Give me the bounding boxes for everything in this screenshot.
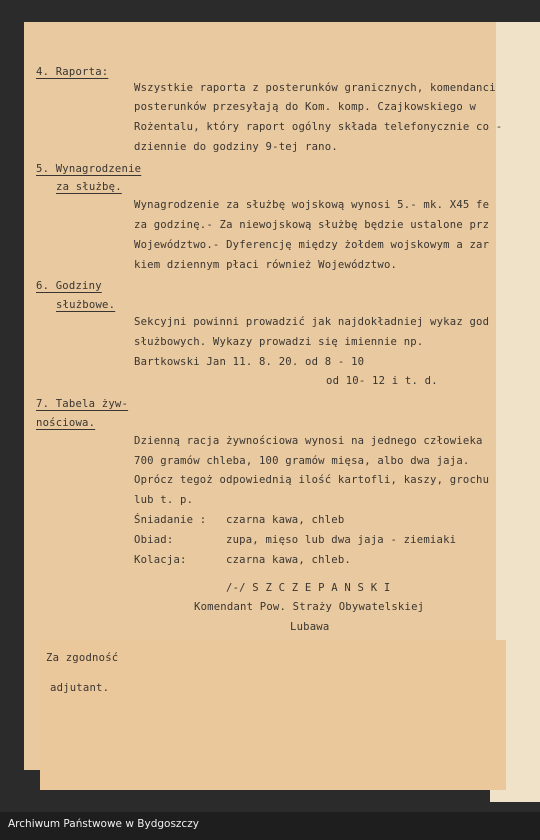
- meal-value: czarna kawa, chleb: [226, 514, 345, 526]
- section-4-line: Wszystkie raporta z posterunków granicznych, komendanci: [134, 82, 496, 94]
- meal-value: czarna kawa, chleb.: [226, 554, 351, 566]
- section-5-line: Województwo.- Dyferencję między żołdem wojskowym a zar: [134, 239, 490, 251]
- meal-label: Kolacja:: [134, 554, 187, 566]
- section-7-line: 700 gramów chleba, 100 gramów mięsa, albo dwa jaja.: [134, 455, 470, 467]
- meal-label: Śniadanie :: [134, 514, 207, 526]
- section-5-line: za godzinę.- Za niewojskową służbę będzie ustalone prz: [134, 219, 490, 231]
- section-7-heading: 7. Tabela żyw-: [36, 398, 129, 410]
- section-7-line: Oprócz tegoż odpowiednią ilość kartofli, kaszy, grochu: [134, 474, 490, 486]
- archive-name: Archiwum Państwowe w Bydgoszczy: [8, 818, 199, 830]
- section-6-line: Bartkowski Jan 11. 8. 20. od 8 - 10: [134, 356, 365, 368]
- section-6-line: od 10- 12 i t. d.: [326, 375, 438, 387]
- section-4-line: Rożentalu, który raport ogólny składa telefonycznie co -: [134, 121, 503, 133]
- section-6-heading: 6. Godziny: [36, 280, 102, 292]
- section-5-heading-cont: za służbę.: [56, 181, 122, 193]
- section-4-heading: 4. Raporta:: [36, 66, 109, 78]
- section-5-heading: 5. Wynagrodzenie: [36, 163, 142, 175]
- section-6-line: służbowych. Wykazy prowadzi się imiennie np.: [134, 336, 424, 348]
- certification-role: adjutant.: [50, 682, 110, 694]
- signature-place: Lubawa: [290, 621, 330, 633]
- meal-value: zupa, mięso lub dwa jaja - ziemiaki: [226, 534, 457, 546]
- section-5-line: Wynagrodzenie za służbę wojskową wynosi 5.- mk. X45 fe: [134, 199, 490, 211]
- meal-label: Obiad:: [134, 534, 174, 546]
- section-6-heading-cont: służbowe.: [56, 299, 116, 311]
- certification-text: Za zgodność: [46, 652, 119, 664]
- section-7-heading-cont: nościowa.: [36, 417, 96, 429]
- signature-name: /-/ S Z C Z E P A N S K I: [226, 582, 391, 594]
- section-7-line: Dzienną racja żywnościowa wynosi na jednego człowieka: [134, 435, 483, 447]
- section-6-line: Sekcyjni powinni prowadzić jak najdokładniej wykaz god: [134, 316, 490, 328]
- section-4-line: dziennie do godziny 9-tej rano.: [134, 141, 338, 153]
- section-5-line: kiem dziennym płaci również Województwo.: [134, 259, 398, 271]
- signature-title: Komendant Pow. Straży Obywatelskiej: [194, 601, 425, 613]
- section-4-line: posterunków przesyłają do Kom. komp. Czajkowskiego w: [134, 101, 477, 113]
- section-7-line: lub t. p.: [134, 494, 194, 506]
